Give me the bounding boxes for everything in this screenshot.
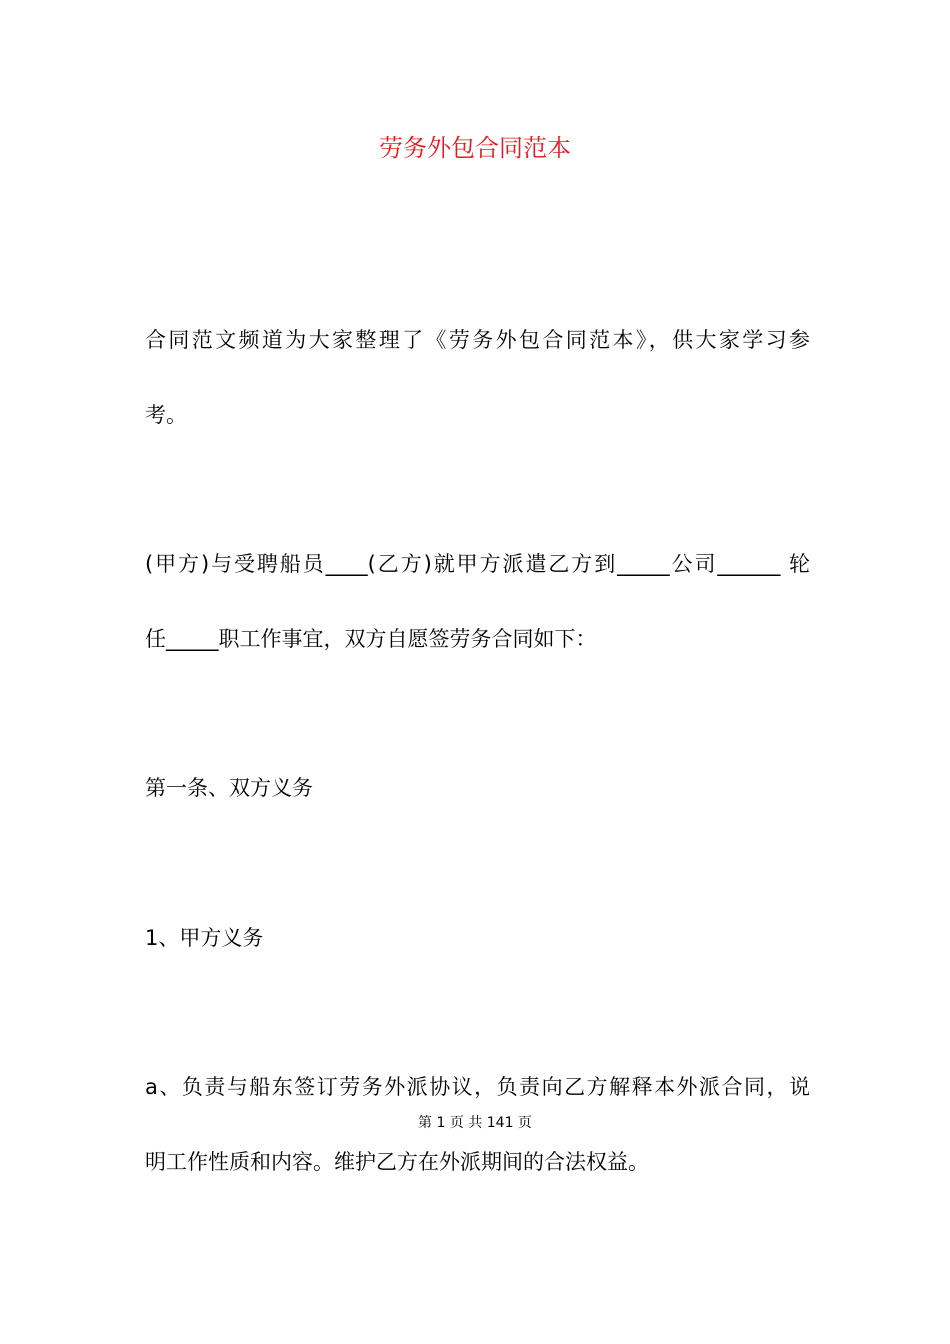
clause-a-line-2: 明工作性质和内容。维护乙方在外派期间的合法权益。 <box>145 1150 649 1174</box>
page-number-footer: 第 1 页 共 141 页 <box>418 1115 532 1131</box>
clause-a-line-1: a、负责与船东签订劳务外派协议，负责向乙方解释本外派合同，说 <box>145 1075 810 1099</box>
document-title: 劳务外包合同范本 <box>379 134 571 162</box>
section-heading-article-1: 第一条、双方义务 <box>145 776 313 800</box>
subsection-heading-party-a: 1、甲方义务 <box>145 926 264 950</box>
paragraph-parties-line-1: (甲方)与受聘船员____(乙方)就甲方派遣乙方到_____公司______ 轮 <box>145 552 810 576</box>
paragraph-intro-line-2: 考。 <box>145 403 187 427</box>
paragraph-intro-line-1: 合同范文频道为大家整理了《劳务外包合同范本》，供大家学习参 <box>145 328 810 352</box>
paragraph-parties-line-2: 任_____职工作事宜，双方自愿签劳务合同如下： <box>145 627 597 651</box>
